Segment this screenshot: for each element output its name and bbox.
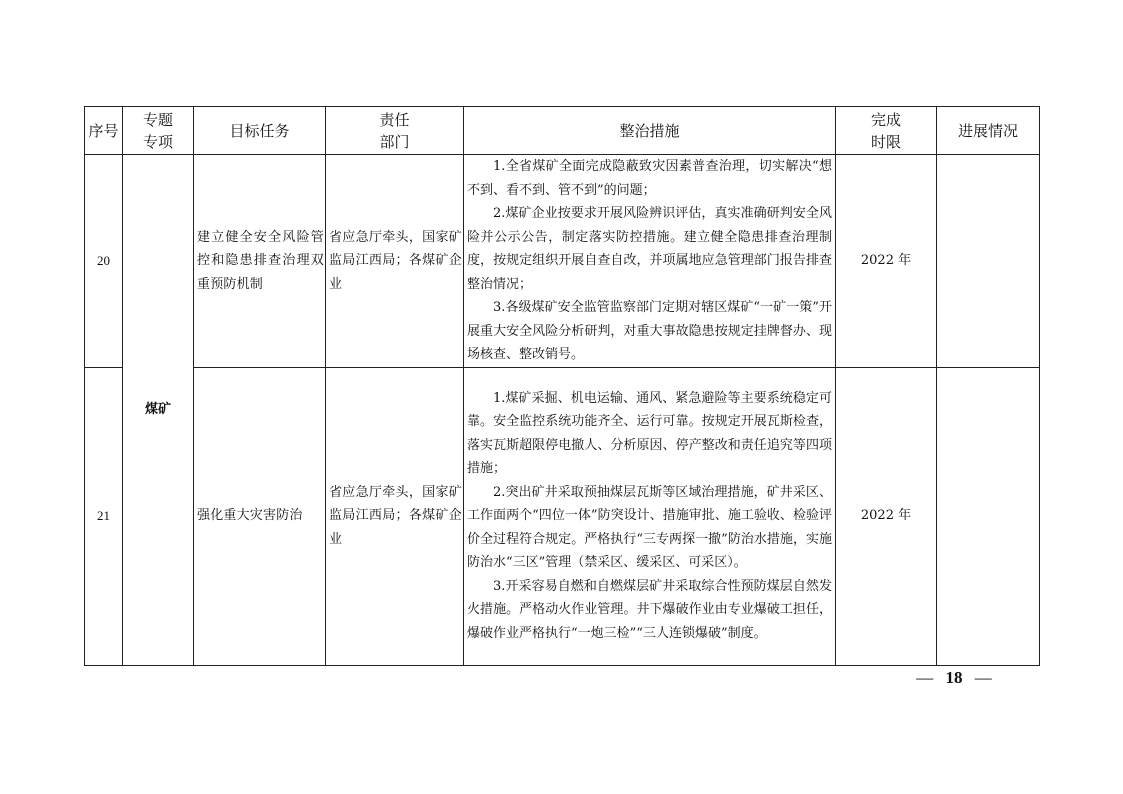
row-target: 强化重大灾害防治 xyxy=(194,367,326,665)
header-seq: 序号 xyxy=(85,107,123,155)
row-deadline: 2022 年 xyxy=(836,155,937,368)
topic-cell: 煤矿 xyxy=(123,155,194,666)
row-measures xyxy=(464,155,836,368)
row-progress xyxy=(937,155,1040,368)
row-measures xyxy=(464,367,836,665)
header-topic xyxy=(123,107,194,155)
row-progress xyxy=(937,367,1040,665)
header-deadline-line2: 时限 xyxy=(870,132,901,151)
row-deadline: 2022 年 xyxy=(836,367,937,665)
measure-item: 2.突出矿井采取预抽煤层瓦斯等区域治理措施，矿井采区、工作面两个“四位一体”防突设计、措施审批、施工验收、检验评价全过程符合规定。严格执行“三专两探一撤”防治水措施，实施防治水“三区”管理（禁采区、缓采区、可采区）。 xyxy=(467,484,832,571)
header-topic-line2: 专项 xyxy=(142,132,173,151)
header-topic-line1: 专题 xyxy=(142,110,173,129)
table-header-row xyxy=(85,107,1040,155)
measure-item: 3.开采容易自燃和自燃煤层矿井采取综合性预防煤层自然发火措施。严格动火作业管理。井下爆破作业由专业爆破工担任，爆破作业严格执行“一炮三检”“三人连锁爆破”制度。 xyxy=(467,578,832,641)
measure-item: 1.全省煤矿全面完成隐蔽致灾因素普查治理，切实解决“想不到、看不到、管不到”的问题； xyxy=(467,159,832,198)
header-dept xyxy=(326,107,464,155)
header-dept-line2: 部门 xyxy=(379,132,410,151)
header-measures: 整治措施 xyxy=(464,107,836,155)
header-progress: 进展情况 xyxy=(937,107,1040,155)
measure-item: 2.煤矿企业按要求开展风险辨识评估，真实准确研判安全风险并公示公告，制定落实防控措施。建立健全隐患排查治理制度，按规定组织开展自查自改，并项属地应急管理部门报告排查整治情况； xyxy=(467,206,832,292)
header-deadline xyxy=(836,107,937,155)
row-seq: 20 xyxy=(85,155,123,368)
table-row xyxy=(85,155,1040,368)
footer-dash-right: — xyxy=(974,668,992,687)
header-target: 目标任务 xyxy=(194,107,326,155)
table-row xyxy=(85,367,1040,665)
task-table xyxy=(84,106,1040,666)
row-seq: 21 xyxy=(85,367,123,665)
row-dept: 省应急厅牵头，国家矿监局江西局；各煤矿企业 xyxy=(326,155,464,368)
page-footer xyxy=(914,666,994,690)
row-dept: 省应急厅牵头，国家矿监局江西局；各煤矿企业 xyxy=(326,367,464,665)
measure-item: 3.各级煤矿安全监管监察部门定期对辖区煤矿“一矿一策”开展重大安全风险分析研判，对重大事故隐患按规定挂牌督办、现场核查、整改销号。 xyxy=(467,300,832,362)
header-deadline-line1: 完成 xyxy=(870,110,901,129)
measure-item: 1.煤矿采掘、机电运输、通风、紧急避险等主要系统稳定可靠。安全监控系统功能齐全、运行可靠。按规定开展瓦斯检查，落实瓦斯超限停电撤人、分析原因、停产整改和责任追究等四项措施； xyxy=(467,390,832,477)
page-number: 18 xyxy=(945,668,963,687)
row-target: 建立健全安全风险管控和隐患排查治理双重预防机制 xyxy=(194,155,326,368)
footer-dash-left: — xyxy=(916,668,934,687)
header-dept-line1: 责任 xyxy=(379,110,410,129)
